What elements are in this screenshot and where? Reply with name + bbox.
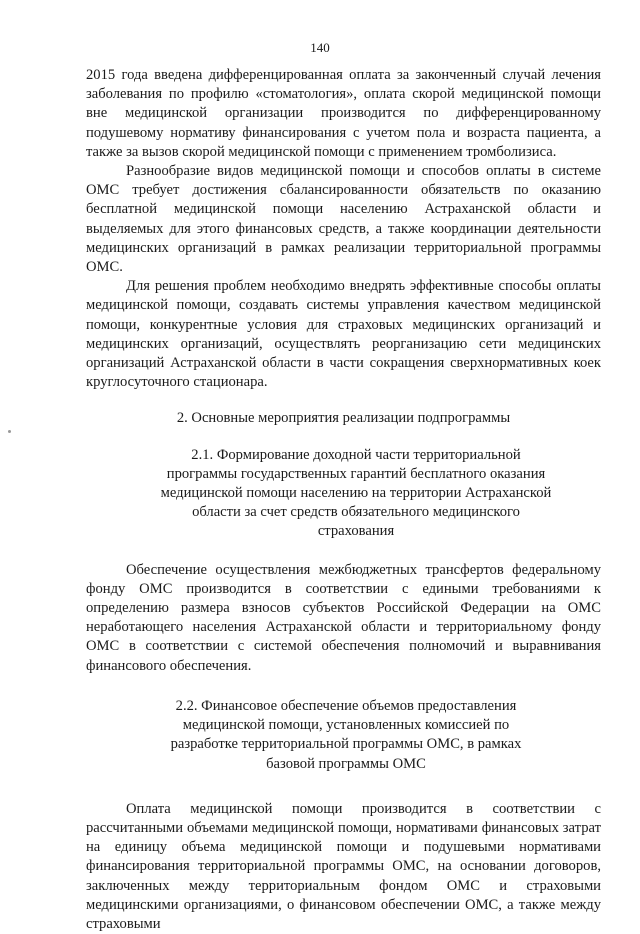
document-body [86,66,601,934]
paragraph-2: Разнообразие видов медицинской помощи и способов оплаты в системе ОМС требует достижения сбалансированности обязательств по оказанию бесплатной медицинской помощи населению Астраханской области и выделяемых для этого финансовых средств, а также координации деятельности медицинских организаций в рамках реализации территориальной программы ОМС. [86,163,601,276]
paragraph-1: 2015 года введена дифференцированная оплата за законченный случай лечения заболевания по профилю «стоматология», оплата скорой медицинской помощи вне медицинской организации производится по дифференцированному подушевому нормативу финансирования с учетом пола и возраста пациента, а также за вызов скорой медицинской помощи с применением тромболизиса. [86,67,601,160]
section-heading-2: 2. Основные мероприятия реализации подпрограммы [176,410,511,427]
page-number: 140 [310,40,330,55]
subsection-heading-2-1: 2.1. Формирование доходной части территориальной программы государственных гарантий бесплатного оказания медицинской помощи населению на территории Астраханской области за счет средств обязательного медицинского страхования [160,446,552,540]
paragraph-4: Обеспечение осуществления межбюджетных трансфертов федеральному фонду ОМС производится в соответствии с едиными требованиями к определению размера взносов субъектов Российской Федерации на ОМС неработающего населения Астраханской области и территориальному фонду ОМС в соответствии с системой обеспечения полномочий и выравнивания финансового обеспечения. [86,561,601,674]
subsection-heading-2-2: 2.2. Финансовое обеспечение объемов предоставления медицинской помощи, установленных комиссией по разработке территориальной программы ОМС, в рамках базовой программы ОМС [170,697,522,772]
paragraph-3: Для решения проблем необходимо внедрять эффективные способы оплаты медицинской помощи, создавать системы управления качеством медицинской помощи, конкурентные условия для страховых медицинских организаций и медицинских организаций, осуществлять реорганизацию сети медицинских организаций Астраханской области в части сокращения сверхнормативных коек круглосуточного стационара. [86,278,601,391]
paragraph-5: Оплата медицинской помощи производится в соответствии с рассчитанными объемами медицинской помощи, нормативами финансовых затрат на единицу объема медицинской помощи и подушевыми нормативами финансирования территориальной программы ОМС, на основании договоров, заключенных между территориальным фондом ОМС и страховыми медицинскими организациями, о финансовом обеспечении ОМС, а также между страховыми [86,800,601,932]
margin-dot [8,430,11,433]
